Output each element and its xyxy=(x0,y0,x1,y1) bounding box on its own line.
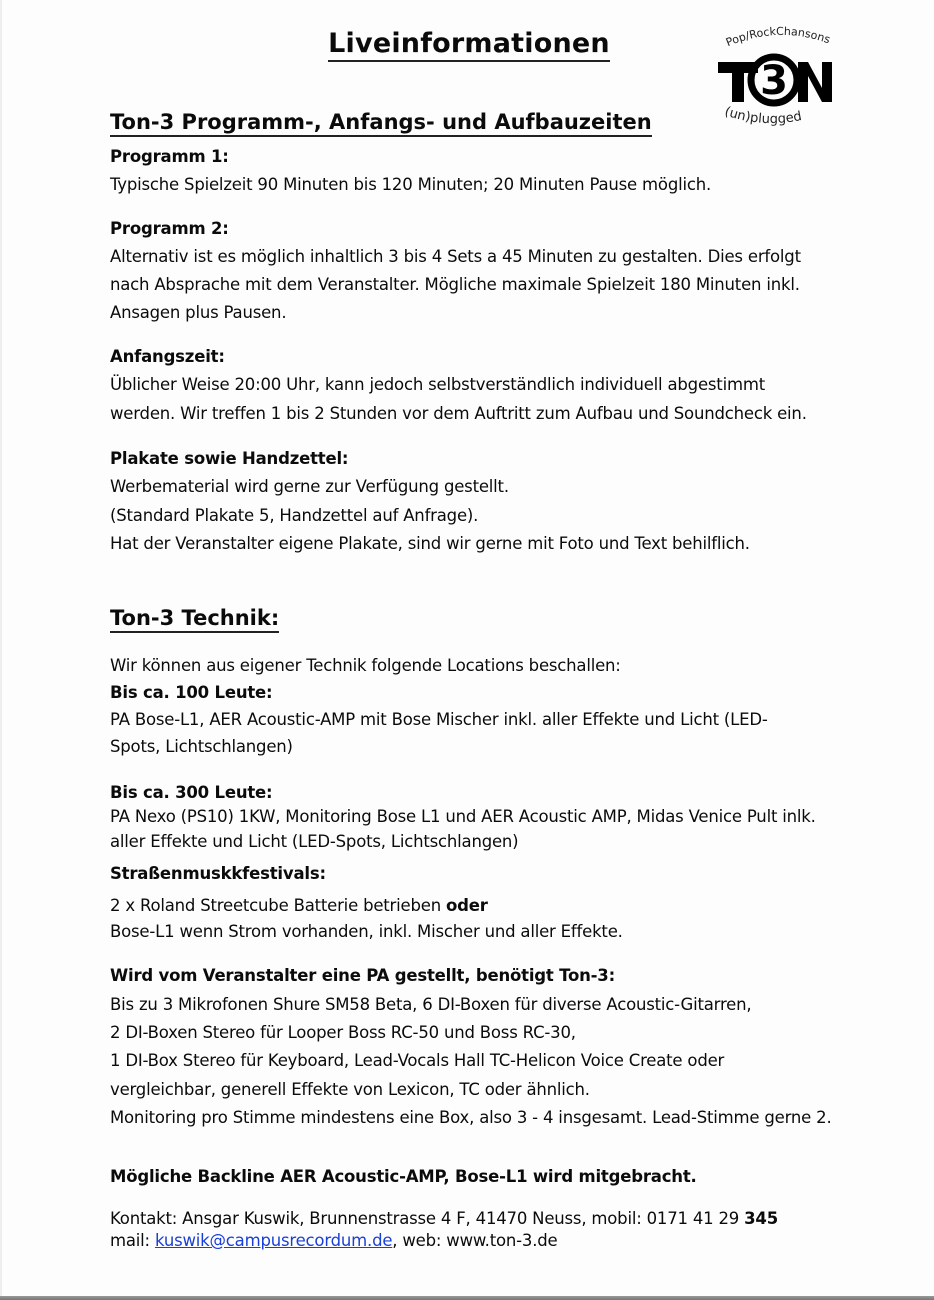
veranstalter-pa-text-line: 1 DI-Box Stereo für Keyboard, Lead-Vocals Hall TC-Helicon Voice Create oder xyxy=(110,1051,725,1070)
document-title: Liveinformationen xyxy=(2,28,934,59)
plakate-text-line: (Standard Plakate 5, Handzettel auf Anfrage). xyxy=(110,506,479,525)
strassenmusik-text-line: Bose-L1 wenn Strom vorhanden, inkl. Mischer und aller Effekte. xyxy=(110,922,623,941)
bis300-text-line: aller Effekte und Licht (LED-Spots, Lichtschlangen) xyxy=(110,832,519,851)
veranstalter-pa-label: Wird vom Veranstalter eine PA gestellt, benötigt Ton-3: xyxy=(110,966,615,985)
programm2-text-line: Ansagen plus Pausen. xyxy=(110,303,287,322)
anfangszeit-text-line: werden. Wir treffen 1 bis 2 Stunden vor dem Auftritt zum Aufbau und Soundcheck ein. xyxy=(110,404,807,423)
bis100-label: Bis ca. 100 Leute: xyxy=(110,683,273,702)
section-heading-programm: Ton-3 Programm-, Anfangs- und Aufbauzeiten xyxy=(110,110,652,134)
programm2-text-line: nach Absprache mit dem Veranstalter. Mögliche maximale Spielzeit 180 Minuten inkl. xyxy=(110,275,800,294)
backline-note: Mögliche Backline AER Acoustic-AMP, Bose-L1 wird mitgebracht. xyxy=(110,1167,697,1186)
bis300-text-line: PA Nexo (PS10) 1KW, Monitoring Bose L1 und AER Acoustic AMP, Midas Venice Pult inlk. xyxy=(110,807,816,826)
programm2-label: Programm 2: xyxy=(110,219,229,238)
contact-line: Kontakt: Ansgar Kuswik, Brunnenstrasse 4 F, 41470 Neuss, mobil: 0171 41 29 345 xyxy=(110,1209,778,1228)
email-link[interactable]: kuswik@campusrecordum.de xyxy=(154,1231,393,1250)
plakate-text-line: Werbematerial wird gerne zur Verfügung gestellt. xyxy=(110,477,509,496)
logo-bottom-text: (un)plugged xyxy=(722,104,804,128)
bis100-text-line: Spots, Lichtschlangen) xyxy=(110,737,293,756)
page-bottom-edge xyxy=(0,1296,934,1300)
section-heading-technik: Ton-3 Technik: xyxy=(110,606,279,630)
bis100-text-line: PA Bose-L1, AER Acoustic-AMP mit Bose Mischer inkl. aller Effekte und Licht (LED- xyxy=(110,710,768,729)
logo-numeral: 3 xyxy=(760,58,788,104)
plakate-text-line: Hat der Veranstalter eigene Plakate, sind wir gerne mit Foto und Text behilflich. xyxy=(110,534,750,553)
programm1-text: Typische Spielzeit 90 Minuten bis 120 Minuten; 20 Minuten Pause möglich. xyxy=(110,175,712,194)
strassenmusik-label: Straßenmuskkfestivals: xyxy=(110,864,326,883)
plakate-label: Plakate sowie Handzettel: xyxy=(110,449,349,468)
logo-top-text: Pop/RockChansons xyxy=(723,24,832,50)
technik-intro: Wir können aus eigener Technik folgende Locations beschallen: xyxy=(110,656,621,675)
bis300-label: Bis ca. 300 Leute: xyxy=(110,783,273,802)
strassenmusik-text-line: 2 x Roland Streetcube Batterie betrieben oder xyxy=(110,896,488,915)
contact-web-line: mail: kuswik@campusrecordum.de, web: www.ton-3.de xyxy=(110,1231,558,1250)
veranstalter-pa-text-line: 2 DI-Boxen Stereo für Looper Boss RC-50 und Boss RC-30, xyxy=(110,1023,576,1042)
anfangszeit-text-line: Üblicher Weise 20:00 Uhr, kann jedoch selbstverständlich individuell abgestimmt xyxy=(110,375,765,394)
veranstalter-pa-text-line: Bis zu 3 Mikrofonen Shure SM58 Beta, 6 DI-Boxen für diverse Acoustic-Gitarren, xyxy=(110,995,752,1014)
ton3-logo xyxy=(714,22,840,134)
veranstalter-pa-text-line: vergleichbar, generell Effekte von Lexicon, TC oder ähnlich. xyxy=(110,1080,590,1099)
anfangszeit-label: Anfangszeit: xyxy=(110,347,225,366)
programm2-text-line: Alternativ ist es möglich inhaltlich 3 bis 4 Sets a 45 Minuten zu gestalten. Dies erfolgt xyxy=(110,247,801,266)
veranstalter-pa-text-line: Monitoring pro Stimme mindestens eine Box, also 3 - 4 insgesamt. Lead-Stimme gerne 2. xyxy=(110,1108,832,1127)
programm1-label: Programm 1: xyxy=(110,147,229,166)
